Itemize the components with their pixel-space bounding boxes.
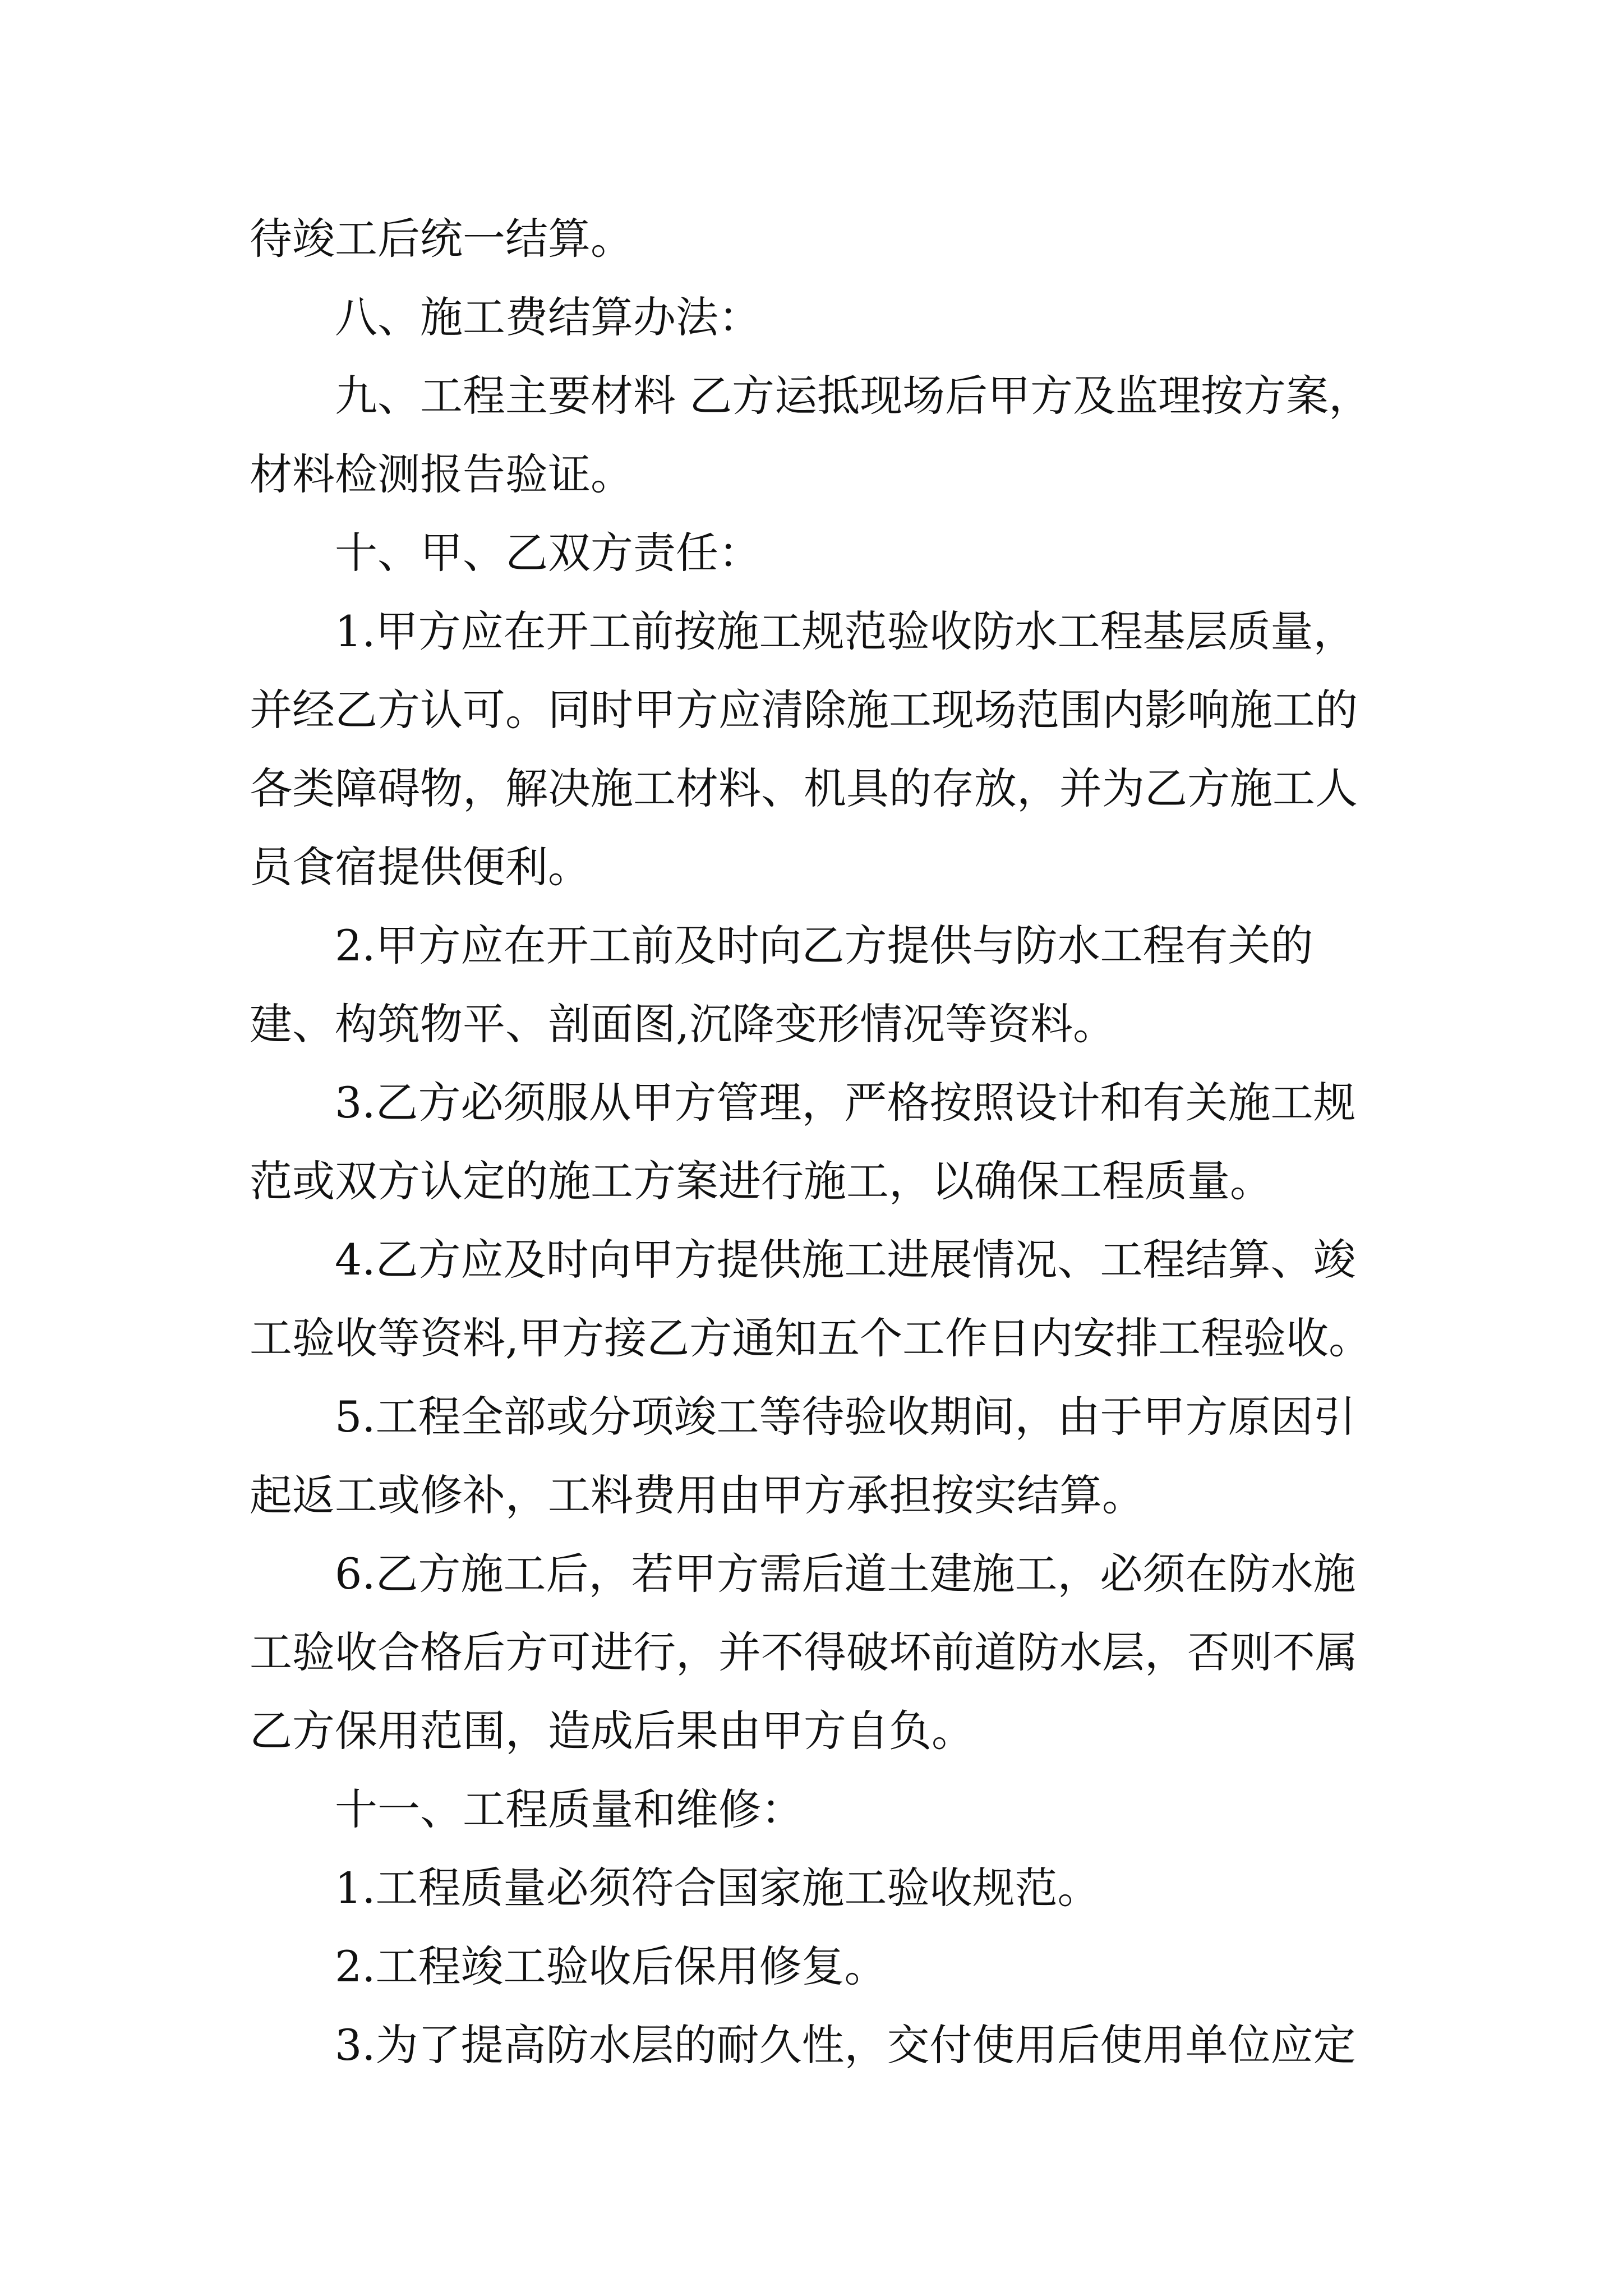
text-line: 乙方保用范围，造成后果由甲方自负。 <box>250 1706 974 1756</box>
text-line: 并经乙方认可。同时甲方应清除施工现场范围内影响施工的 <box>250 685 1358 735</box>
text-line: 员食宿提供便利。 <box>250 842 591 892</box>
section-heading: 八、施工费结算办法： <box>335 292 761 342</box>
text-line: 待竣工后统一结算。 <box>250 214 633 264</box>
clause-line: 4.乙方应及时向甲方提供施工进展情况、工程结算、竣 <box>335 1235 1356 1285</box>
section-heading: 九、工程主要材料 乙方运抵现场后甲方及监理按方案， <box>335 371 1372 421</box>
text-line: 起返工或修补，工料费用由甲方承担按实结算。 <box>250 1470 1145 1520</box>
text-line: 工验收合格后方可进行，并不得破坏前道防水层，否则不属 <box>250 1627 1358 1677</box>
text-line: 建、构筑物平、剖面图,沉降变形情况等资料。 <box>250 999 1116 1049</box>
clause-line: 3.乙方必须服从甲方管理，严格按照设计和有关施工规 <box>335 1078 1356 1128</box>
section-heading: 十、甲、乙双方责任： <box>335 528 761 578</box>
clause-line: 2.工程竣工验收后保用修复。 <box>335 1941 887 1991</box>
section-heading: 十一、工程质量和维修： <box>335 1784 804 1834</box>
text-line: 范或双方认定的施工方案进行施工，以确保工程质量。 <box>250 1156 1272 1206</box>
clause-line: 2.甲方应在开工前及时向乙方提供与防水工程有关的 <box>335 921 1313 970</box>
clause-line: 5.工程全部或分项竣工等待验收期间，由于甲方原因引 <box>335 1392 1356 1442</box>
text-line: 各类障碍物，解决施工材料、机具的存放，并为乙方施工人 <box>250 763 1358 813</box>
clause-line: 3.为了提高防水层的耐久性，交付使用后使用单位应定 <box>335 2020 1356 2070</box>
clause-line: 6.乙方施工后，若甲方需后道土建施工，必须在防水施 <box>335 1549 1356 1599</box>
clause-line: 1.甲方应在开工前按施工规范验收防水工程基层质量， <box>335 606 1356 656</box>
text-line: 材料检测报告验证。 <box>250 449 633 499</box>
clause-line: 1.工程质量必须符合国家施工验收规范。 <box>335 1863 1100 1913</box>
text-line: 工验收等资料,甲方接乙方通知五个工作日内安排工程验收。 <box>250 1313 1372 1363</box>
